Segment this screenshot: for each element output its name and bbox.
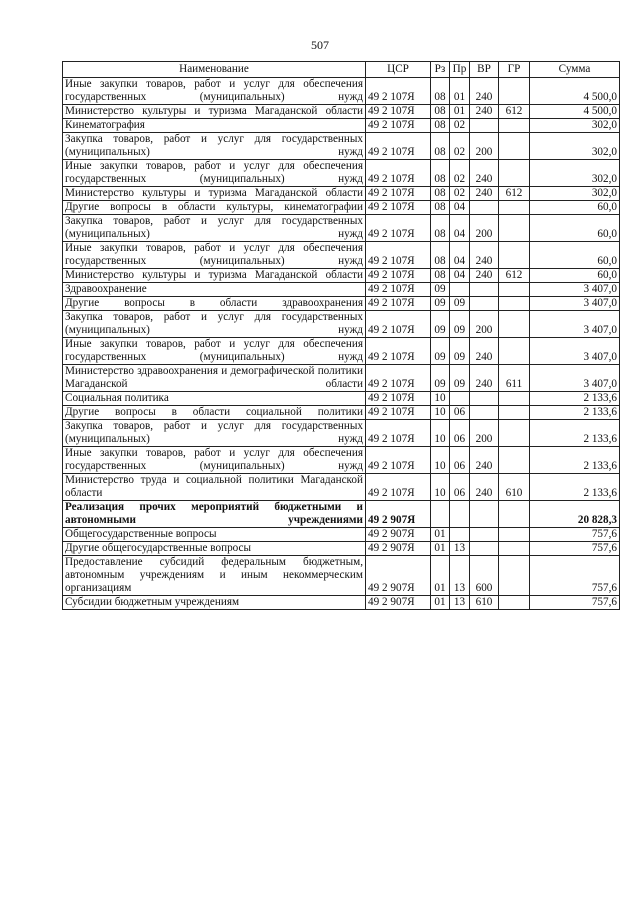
cell-name: Другие вопросы в области здравоохранения xyxy=(63,297,366,311)
cell-pr: 13 xyxy=(450,542,470,556)
cell-sum: 757,6 xyxy=(530,528,620,542)
cell-gr xyxy=(499,119,530,133)
table-row xyxy=(63,420,620,447)
cell-name: Министерство труда и социальной политики Магаданской области xyxy=(63,474,366,501)
cell-name: Иные закупки товаров, работ и услуг для обеспечения государственных (муниципальных) нужд xyxy=(63,78,366,105)
cell-gr xyxy=(499,311,530,338)
cell-pr: 01 xyxy=(450,105,470,119)
cell-rz: 10 xyxy=(431,474,450,501)
cell-gr xyxy=(499,406,530,420)
cell-rz: 01 xyxy=(431,542,450,556)
table-row xyxy=(63,406,620,420)
cell-csr: 49 2 107Я xyxy=(366,187,431,201)
table-row xyxy=(63,297,620,311)
cell-rz: 08 xyxy=(431,105,450,119)
table-row xyxy=(63,501,620,528)
cell-vr: 200 xyxy=(470,311,499,338)
cell-vr: 240 xyxy=(470,365,499,392)
cell-vr: 610 xyxy=(470,596,499,610)
cell-rz: 01 xyxy=(431,596,450,610)
cell-name: Социальная политика xyxy=(63,392,366,406)
cell-csr: 49 2 907Я xyxy=(366,596,431,610)
cell-csr: 49 2 107Я xyxy=(366,201,431,215)
cell-sum: 60,0 xyxy=(530,269,620,283)
cell-gr xyxy=(499,501,530,528)
table-row xyxy=(63,269,620,283)
header-name: Наименование xyxy=(63,62,366,78)
cell-name: Закупка товаров, работ и услуг для государственных (муниципальных) нужд xyxy=(63,215,366,242)
cell-name: Иные закупки товаров, работ и услуг для обеспечения государственных (муниципальных) нужд xyxy=(63,447,366,474)
cell-pr: 06 xyxy=(450,406,470,420)
cell-gr: 612 xyxy=(499,269,530,283)
cell-gr xyxy=(499,420,530,447)
table-row xyxy=(63,392,620,406)
cell-sum: 302,0 xyxy=(530,119,620,133)
cell-rz: 08 xyxy=(431,119,450,133)
cell-pr: 04 xyxy=(450,201,470,215)
table-row xyxy=(63,338,620,365)
cell-vr xyxy=(470,392,499,406)
cell-csr: 49 2 107Я xyxy=(366,392,431,406)
cell-pr: 02 xyxy=(450,119,470,133)
cell-pr xyxy=(450,283,470,297)
header-pr: Пр xyxy=(450,62,470,78)
cell-pr: 13 xyxy=(450,596,470,610)
cell-csr: 49 2 107Я xyxy=(366,447,431,474)
table-row xyxy=(63,160,620,187)
cell-sum: 302,0 xyxy=(530,160,620,187)
table-row xyxy=(63,215,620,242)
table-row xyxy=(63,556,620,596)
table-header-row xyxy=(63,62,620,78)
cell-rz: 10 xyxy=(431,447,450,474)
cell-name: Предоставление субсидий федеральным бюджетным, автономным учреждениям и иным некоммерческим организациям xyxy=(63,556,366,596)
cell-gr: 612 xyxy=(499,105,530,119)
cell-name: Общегосударственные вопросы xyxy=(63,528,366,542)
cell-sum: 60,0 xyxy=(530,201,620,215)
table-row xyxy=(63,105,620,119)
cell-csr: 49 2 907Я xyxy=(366,542,431,556)
cell-pr xyxy=(450,392,470,406)
cell-csr: 49 2 107Я xyxy=(366,297,431,311)
cell-vr: 240 xyxy=(470,242,499,269)
cell-sum: 757,6 xyxy=(530,542,620,556)
cell-pr xyxy=(450,528,470,542)
cell-vr: 600 xyxy=(470,556,499,596)
cell-pr: 01 xyxy=(450,78,470,105)
cell-pr: 06 xyxy=(450,447,470,474)
cell-gr xyxy=(499,133,530,160)
header-sum: Сумма xyxy=(530,62,620,78)
cell-pr: 06 xyxy=(450,474,470,501)
cell-rz: 10 xyxy=(431,392,450,406)
cell-name: Министерство культуры и туризма Магаданской области xyxy=(63,269,366,283)
cell-gr xyxy=(499,392,530,406)
cell-vr xyxy=(470,406,499,420)
cell-pr: 04 xyxy=(450,215,470,242)
cell-sum: 3 407,0 xyxy=(530,297,620,311)
cell-vr: 200 xyxy=(470,133,499,160)
cell-pr: 02 xyxy=(450,133,470,160)
page-number: 507 xyxy=(311,38,329,52)
header-vr: ВР xyxy=(470,62,499,78)
cell-sum: 2 133,6 xyxy=(530,406,620,420)
cell-csr: 49 2 107Я xyxy=(366,133,431,160)
cell-name: Иные закупки товаров, работ и услуг для обеспечения государственных (муниципальных) нужд xyxy=(63,338,366,365)
cell-rz: 08 xyxy=(431,269,450,283)
cell-csr: 49 2 107Я xyxy=(366,338,431,365)
table-row xyxy=(63,528,620,542)
cell-vr: 240 xyxy=(470,447,499,474)
cell-gr xyxy=(499,338,530,365)
cell-gr: 610 xyxy=(499,474,530,501)
cell-sum: 2 133,6 xyxy=(530,420,620,447)
cell-name: Здравоохранение xyxy=(63,283,366,297)
cell-pr: 13 xyxy=(450,556,470,596)
cell-rz: 08 xyxy=(431,215,450,242)
cell-rz: 10 xyxy=(431,406,450,420)
cell-gr xyxy=(499,283,530,297)
cell-name: Министерство здравоохранения и демографической политики Магаданской области xyxy=(63,365,366,392)
table-body xyxy=(63,78,620,610)
cell-sum: 60,0 xyxy=(530,242,620,269)
cell-pr: 09 xyxy=(450,338,470,365)
table-row xyxy=(63,447,620,474)
budget-table xyxy=(62,61,620,610)
cell-sum: 3 407,0 xyxy=(530,311,620,338)
cell-vr: 240 xyxy=(470,187,499,201)
cell-vr xyxy=(470,542,499,556)
cell-csr: 49 2 107Я xyxy=(366,269,431,283)
cell-csr: 49 2 107Я xyxy=(366,311,431,338)
cell-csr: 49 2 107Я xyxy=(366,420,431,447)
table-row xyxy=(63,242,620,269)
table-row xyxy=(63,119,620,133)
cell-sum: 2 133,6 xyxy=(530,447,620,474)
cell-name: Субсидии бюджетным учреждениям xyxy=(63,596,366,610)
cell-sum: 4 500,0 xyxy=(530,78,620,105)
cell-name: Другие общегосударственные вопросы xyxy=(63,542,366,556)
cell-pr: 09 xyxy=(450,365,470,392)
cell-vr: 240 xyxy=(470,105,499,119)
cell-rz xyxy=(431,501,450,528)
cell-vr: 240 xyxy=(470,269,499,283)
table-row xyxy=(63,133,620,160)
cell-rz: 08 xyxy=(431,242,450,269)
cell-gr xyxy=(499,528,530,542)
cell-vr xyxy=(470,201,499,215)
cell-name: Министерство культуры и туризма Магаданской области xyxy=(63,105,366,119)
cell-rz: 08 xyxy=(431,201,450,215)
header-csr: ЦСР xyxy=(366,62,431,78)
header-rz: Рз xyxy=(431,62,450,78)
cell-pr xyxy=(450,501,470,528)
cell-name: Другие вопросы в области социальной политики xyxy=(63,406,366,420)
cell-sum: 3 407,0 xyxy=(530,283,620,297)
cell-sum: 2 133,6 xyxy=(530,474,620,501)
cell-pr: 02 xyxy=(450,187,470,201)
cell-sum: 302,0 xyxy=(530,187,620,201)
cell-rz: 08 xyxy=(431,78,450,105)
cell-rz: 10 xyxy=(431,420,450,447)
cell-gr xyxy=(499,297,530,311)
cell-gr xyxy=(499,160,530,187)
cell-name: Другие вопросы в области культуры, кинематографии xyxy=(63,201,366,215)
cell-gr xyxy=(499,596,530,610)
table-row xyxy=(63,78,620,105)
cell-name: Иные закупки товаров, работ и услуг для обеспечения государственных (муниципальных) нужд xyxy=(63,160,366,187)
cell-gr xyxy=(499,556,530,596)
cell-csr: 49 2 907Я xyxy=(366,528,431,542)
cell-rz: 09 xyxy=(431,311,450,338)
cell-name: Закупка товаров, работ и услуг для государственных (муниципальных) нужд xyxy=(63,133,366,160)
cell-sum: 757,6 xyxy=(530,596,620,610)
cell-sum: 3 407,0 xyxy=(530,338,620,365)
cell-sum: 2 133,6 xyxy=(530,392,620,406)
cell-rz: 09 xyxy=(431,297,450,311)
cell-csr: 49 2 107Я xyxy=(366,474,431,501)
cell-vr: 200 xyxy=(470,420,499,447)
cell-vr xyxy=(470,501,499,528)
cell-sum: 302,0 xyxy=(530,133,620,160)
cell-sum: 757,6 xyxy=(530,556,620,596)
cell-sum: 60,0 xyxy=(530,215,620,242)
cell-csr: 49 2 107Я xyxy=(366,215,431,242)
cell-vr: 240 xyxy=(470,160,499,187)
cell-csr: 49 2 907Я xyxy=(366,556,431,596)
cell-vr xyxy=(470,528,499,542)
cell-csr: 49 2 107Я xyxy=(366,242,431,269)
cell-csr: 49 2 107Я xyxy=(366,78,431,105)
cell-sum: 20 828,3 xyxy=(530,501,620,528)
cell-pr: 02 xyxy=(450,160,470,187)
cell-rz: 08 xyxy=(431,160,450,187)
cell-sum: 3 407,0 xyxy=(530,365,620,392)
cell-gr xyxy=(499,447,530,474)
cell-sum: 4 500,0 xyxy=(530,105,620,119)
cell-pr: 09 xyxy=(450,311,470,338)
table-row xyxy=(63,187,620,201)
cell-gr xyxy=(499,78,530,105)
cell-name: Кинематография xyxy=(63,119,366,133)
cell-name: Закупка товаров, работ и услуг для государственных (муниципальных) нужд xyxy=(63,311,366,338)
table-row xyxy=(63,283,620,297)
cell-csr: 49 2 107Я xyxy=(366,365,431,392)
cell-vr: 240 xyxy=(470,474,499,501)
cell-rz: 09 xyxy=(431,283,450,297)
cell-csr: 49 2 907Я xyxy=(366,501,431,528)
cell-gr xyxy=(499,215,530,242)
cell-gr: 611 xyxy=(499,365,530,392)
cell-gr xyxy=(499,242,530,269)
cell-csr: 49 2 107Я xyxy=(366,283,431,297)
cell-csr: 49 2 107Я xyxy=(366,105,431,119)
cell-csr: 49 2 107Я xyxy=(366,160,431,187)
cell-rz: 01 xyxy=(431,556,450,596)
cell-vr xyxy=(470,283,499,297)
cell-gr xyxy=(499,201,530,215)
table-row xyxy=(63,542,620,556)
header-gr: ГР xyxy=(499,62,530,78)
cell-rz: 08 xyxy=(431,187,450,201)
cell-pr: 04 xyxy=(450,269,470,283)
cell-name: Реализация прочих мероприятий бюджетными и автономными учреждениями xyxy=(63,501,366,528)
cell-rz: 09 xyxy=(431,338,450,365)
table-row xyxy=(63,311,620,338)
table-row xyxy=(63,201,620,215)
cell-name: Иные закупки товаров, работ и услуг для обеспечения государственных (муниципальных) нужд xyxy=(63,242,366,269)
cell-csr: 49 2 107Я xyxy=(366,119,431,133)
table-row xyxy=(63,365,620,392)
cell-gr: 612 xyxy=(499,187,530,201)
cell-pr: 09 xyxy=(450,297,470,311)
cell-vr xyxy=(470,119,499,133)
cell-csr: 49 2 107Я xyxy=(366,406,431,420)
cell-rz: 08 xyxy=(431,133,450,160)
cell-vr: 240 xyxy=(470,78,499,105)
cell-gr xyxy=(499,542,530,556)
cell-vr xyxy=(470,297,499,311)
cell-rz: 09 xyxy=(431,365,450,392)
cell-name: Министерство культуры и туризма Магаданской области xyxy=(63,187,366,201)
cell-pr: 06 xyxy=(450,420,470,447)
cell-pr: 04 xyxy=(450,242,470,269)
table-row xyxy=(63,596,620,610)
cell-name: Закупка товаров, работ и услуг для государственных (муниципальных) нужд xyxy=(63,420,366,447)
table-row xyxy=(63,474,620,501)
cell-rz: 01 xyxy=(431,528,450,542)
cell-vr: 200 xyxy=(470,215,499,242)
cell-vr: 240 xyxy=(470,338,499,365)
